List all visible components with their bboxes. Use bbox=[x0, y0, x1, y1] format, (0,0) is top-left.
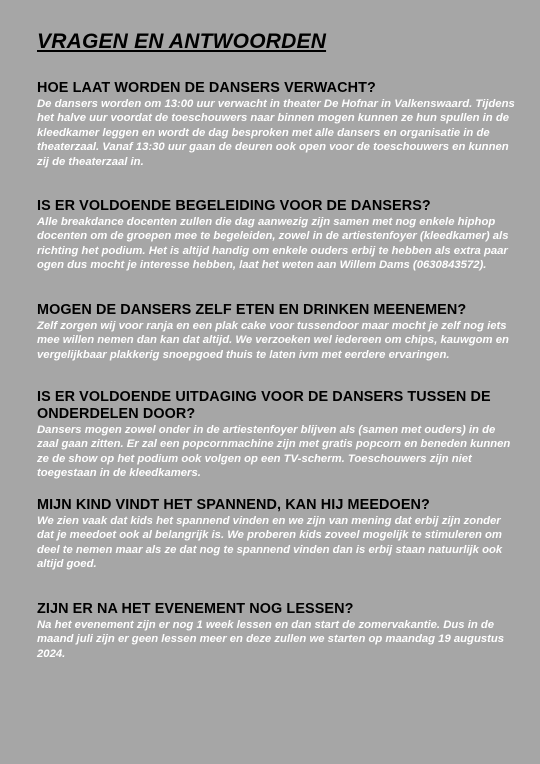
faq-question: IS ER VOLDOENDE BEGELEIDING VOOR DE DANSERS? bbox=[37, 198, 431, 214]
faq-answer: Alle breakdance docenten zullen die dag aanwezig zijn samen met nog enkele hiphop docenten om de groepen mee te begeleiden, zowel in de artiestenfoyer (kleedkamer) als richting het podium. Het is altijd handig om enkele ouders erbij te hebben als extra paar ogen dus mocht je interesse hebben, laat het weten aan Willem Dams (0630843572). bbox=[37, 216, 509, 272]
faq-item-nervous bbox=[37, 497, 515, 572]
faq-question: ZIJN ER NA HET EVENEMENT NOG LESSEN? bbox=[37, 601, 354, 617]
faq-answer: De dansers worden om 13:00 uur verwacht in theater De Hofnar in Valkenswaard. Tijdens het halve uur voordat de toeschouwers naar binnen mogen kunnen ze hun spullen in de kleedkamer leggen en wordt de dag besproken met alle dansers en organisatie in de theaterzaal. Vanaf 13:30 uur gaan de deuren ook open voor de toeschouwers en kunnen zij de theaterzaal in. bbox=[37, 98, 515, 168]
faq-question: MOGEN DE DANSERS ZELF ETEN EN DRINKEN MEENEMEN? bbox=[37, 302, 467, 318]
faq-answer: Na het evenement zijn er nog 1 week lessen en dan start de zomervakantie. Dus in de maand juli zijn er geen lessen meer en deze zullen we starten op maandag 19 augustus 2024. bbox=[37, 619, 505, 660]
faq-question: IS ER VOLDOENDE UITDAGING VOOR DE DANSERS TUSSEN DE ONDERDELEN DOOR? bbox=[37, 389, 491, 422]
faq-item-activities bbox=[37, 389, 515, 481]
faq-item-lessons bbox=[37, 601, 515, 661]
faq-answer: Dansers mogen zowel onder in de artiestenfoyer blijven als (samen met ouders) in de zaal gaan zitten. Er zal een popcornmachine zijn met gratis popcorn en beneden kunnen ze de show op het podium ook volgen op een TV-scherm. Toeschouwers zijn niet toegestaan in de kleedkamers. bbox=[37, 424, 511, 480]
page-title: VRAGEN EN ANTWOORDEN bbox=[37, 30, 327, 53]
faq-answer: We zien vaak dat kids het spannend vinden en we zijn van mening dat erbij zijn zonder dat je meedoet ook al belangrijk is. We proberen kids zoveel mogelijk te stimuleren om deel te nemen maar als ze dat nog te spannend vinden dan is erbij staan natuurlijk ook altijd goed. bbox=[37, 515, 503, 571]
faq-item-supervision bbox=[37, 198, 515, 273]
faq-answer: Zelf zorgen wij voor ranja en een plak cake voor tussendoor maar mocht je zelf nog iets mee willen nemen dan kan dat altijd. We verzoeken wel iedereen om chips, kauwgom en vergelijkbaar plakkerig snoepgoed thuis te laten ivm met eerdere ervaringen. bbox=[37, 320, 509, 361]
faq-item-food bbox=[37, 302, 515, 362]
faq-question: HOE LAAT WORDEN DE DANSERS VERWACHT? bbox=[37, 80, 376, 96]
faq-item-arrival bbox=[37, 80, 515, 169]
faq-question: MIJN KIND VINDT HET SPANNEND, KAN HIJ MEEDOEN? bbox=[37, 497, 430, 513]
